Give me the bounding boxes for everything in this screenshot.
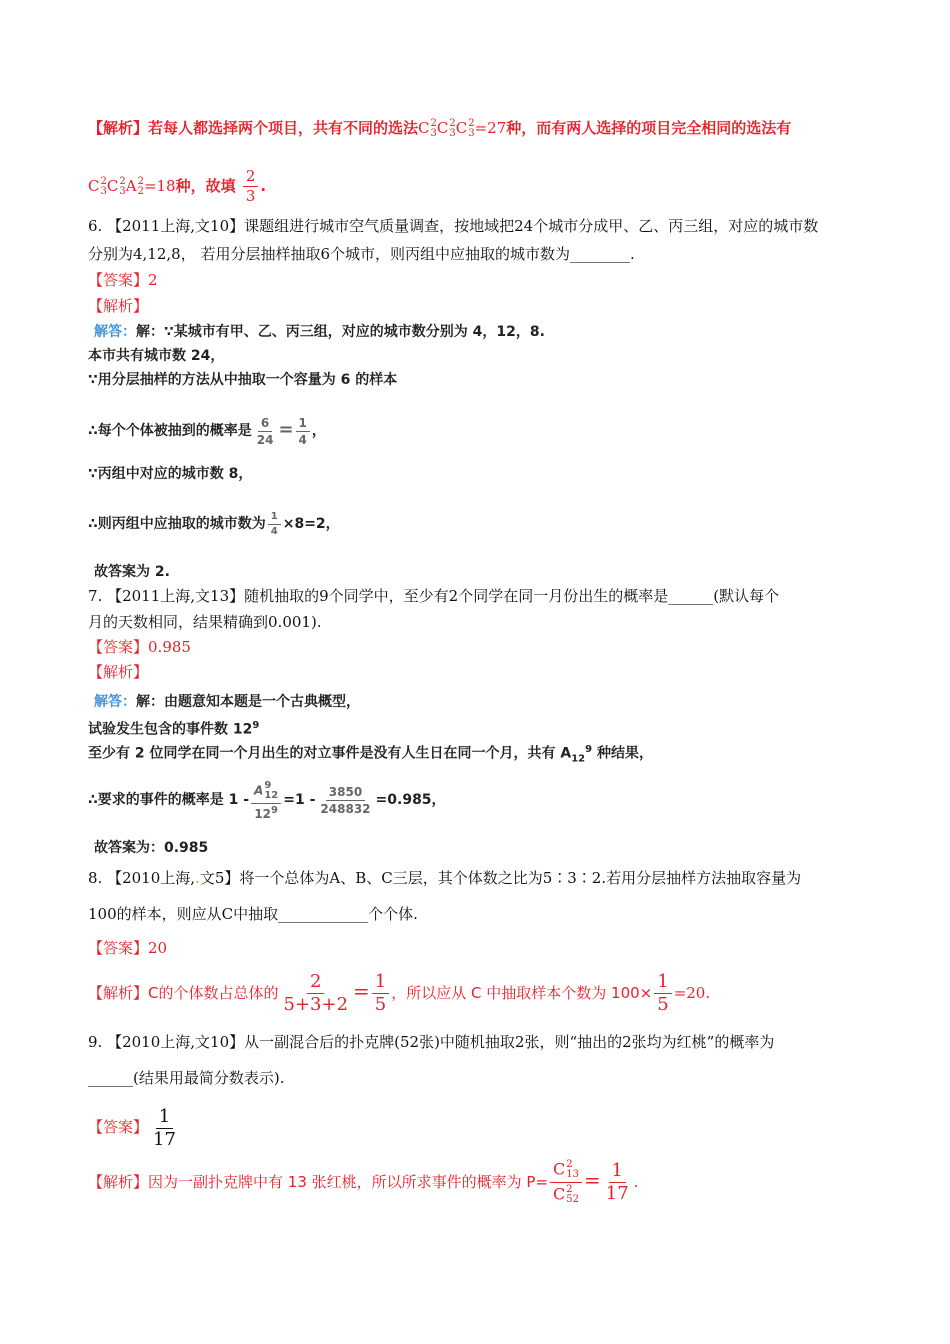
q7-solution-line4: ∴要求的事件的概率是 1 - A 9 12 $12^9$ =1 - $\frac{3850}{248832}$ =0.985， xyxy=(88,779,446,821)
q8-stem-line2: 100的样本，则应从C中抽取____________个个体. xyxy=(88,905,418,923)
question-number: 8. xyxy=(88,869,103,887)
p5-analysis-line1: 【解析】若每人都选择两个项目，共有不同的选法C 2 3 C 2 3 C 2 3 =27种，而有两人选择的项目完全相同的选法有 xyxy=(88,118,792,139)
q7-solution-line1: 解答：解：由题意知本题是一个古典概型， xyxy=(94,694,360,710)
q6-analysis-tag: 【解析】 xyxy=(88,297,149,315)
q8-analysis: 【解析】C的个体数占总体的 $\frac{2}{5+3+2}$ = $\frac{1}{5}$ ，所以应从 C 中抽取样本个数为 100× $\frac{1}{5}$ =20. xyxy=(88,971,711,1015)
q7-solution-line2: 试验发生包含的事件数 $12^9$ xyxy=(88,720,260,738)
question-source: 【2011上海,文13】 xyxy=(107,587,245,605)
answer-value: 20 xyxy=(148,939,168,957)
question-number: 7. xyxy=(88,587,103,605)
q6-solution-line6: ∴则丙组中应抽取的城市数为 $\frac{1}{4}$ ×8=2， xyxy=(88,510,340,537)
answer-tag: 【答案】 xyxy=(88,1118,149,1136)
q7-analysis-tag: 【解析】 xyxy=(88,663,149,681)
q7-solution-line5: 故答案为：0.985 xyxy=(94,840,209,856)
question-number: 9. xyxy=(88,1033,103,1051)
q7-answer xyxy=(88,637,191,657)
analysis-tag: 【解析】 xyxy=(88,1173,149,1191)
combination-formula: C 2 3 C 2 3 C 2 3 =27 xyxy=(418,118,507,139)
q7-stem-line1: 7. 【2011上海,文13】随机抽取的9个同学中，至少有2个同学在同一月份出生的概率是______(默认每个 xyxy=(88,587,780,605)
question-source: 【2011上海,文10】 xyxy=(107,217,245,235)
answer-tag: 【答案】 xyxy=(88,271,149,289)
q9-analysis: 【解析】因为一副扑克牌中有 13 张红桃，所以所求事件的概率为 P= C 2 13 C 2 52 = $\frac{1}{17}$ . xyxy=(88,1159,639,1205)
q9-stem-line2: ______(结果用最简分数表示). xyxy=(88,1069,285,1087)
q6-solution-line1: 解答：解：∵某城市有甲、乙、丙三组，对应的城市数分别为 4，12，8. xyxy=(94,324,545,340)
q6-stem-line1: 6. 【2011上海,文10】课题组进行城市空气质量调查，按地域把24个城市分成甲、乙、丙三组，对应的城市数 xyxy=(88,217,819,235)
q6-solution-line5: ∵丙组中对应的城市数 8， xyxy=(88,466,253,482)
p5-analysis-line2: C 2 3 C 2 3 A 2 2 =18种，故填 $\frac{2}{3}$ . xyxy=(88,167,267,205)
answer-fraction: $\frac{2}{3}$ xyxy=(243,169,259,204)
analysis-tag: 【解析】 xyxy=(88,119,149,137)
q8-stem-line1: 8. 【2010上海,.文5】将一个总体为A、B、C三层，其个体数之比为5∶3∶2.若用分层抽样方法抽取容量为 xyxy=(88,869,802,887)
q6-answer xyxy=(88,270,158,290)
q6-solution-line3: ∵用分层抽样的方法从中抽取一个容量为 6 的样本 xyxy=(88,372,398,388)
question-source: 【2010上海,文10】 xyxy=(107,1033,245,1051)
q9-stem-line1: 9. 【2010上海,文10】从一副混合后的扑克牌(52张)中随机抽取2张，则“抽出的2张均为红桃”的概率为 xyxy=(88,1033,775,1051)
q6-solution-line7: 故答案为 2. xyxy=(94,564,170,580)
q6-solution-line4: ∴每个个体被抽到的概率是 $\frac{6}{24}$ = $\frac{1}{4}$ ， xyxy=(88,415,326,447)
answer-value: 2 xyxy=(148,271,158,289)
q7-solution-line3: 至少有 2 位同学在同一个月出生的对立事件是没有人生日在同一个月，共有 $A_{12}^9$ 种结果， xyxy=(88,744,653,765)
answer-fraction: $\frac{1}{17}$ xyxy=(153,1105,176,1150)
question-number: 6. xyxy=(88,217,103,235)
q6-solution-line2: 本市共有城市数 24， xyxy=(88,348,225,364)
q9-answer xyxy=(88,1102,181,1152)
answer-tag: 【答案】 xyxy=(88,638,149,656)
q8-answer xyxy=(88,938,167,958)
q7-stem-line2: 月的天数相同，结果精确到0.001). xyxy=(88,613,322,631)
answer-value: 0.985 xyxy=(148,638,191,656)
q6-stem-line2: 分别为4,12,8， 若用分层抽样抽取6个城市，则丙组中应抽取的城市数为________. xyxy=(88,245,635,263)
answer-tag: 【答案】 xyxy=(88,939,149,957)
permutation-formula: C 2 3 C 2 3 A 2 2 =18 xyxy=(88,176,176,197)
question-source: 【2010上海, xyxy=(107,869,196,887)
analysis-tag: 【解析】 xyxy=(88,984,149,1002)
